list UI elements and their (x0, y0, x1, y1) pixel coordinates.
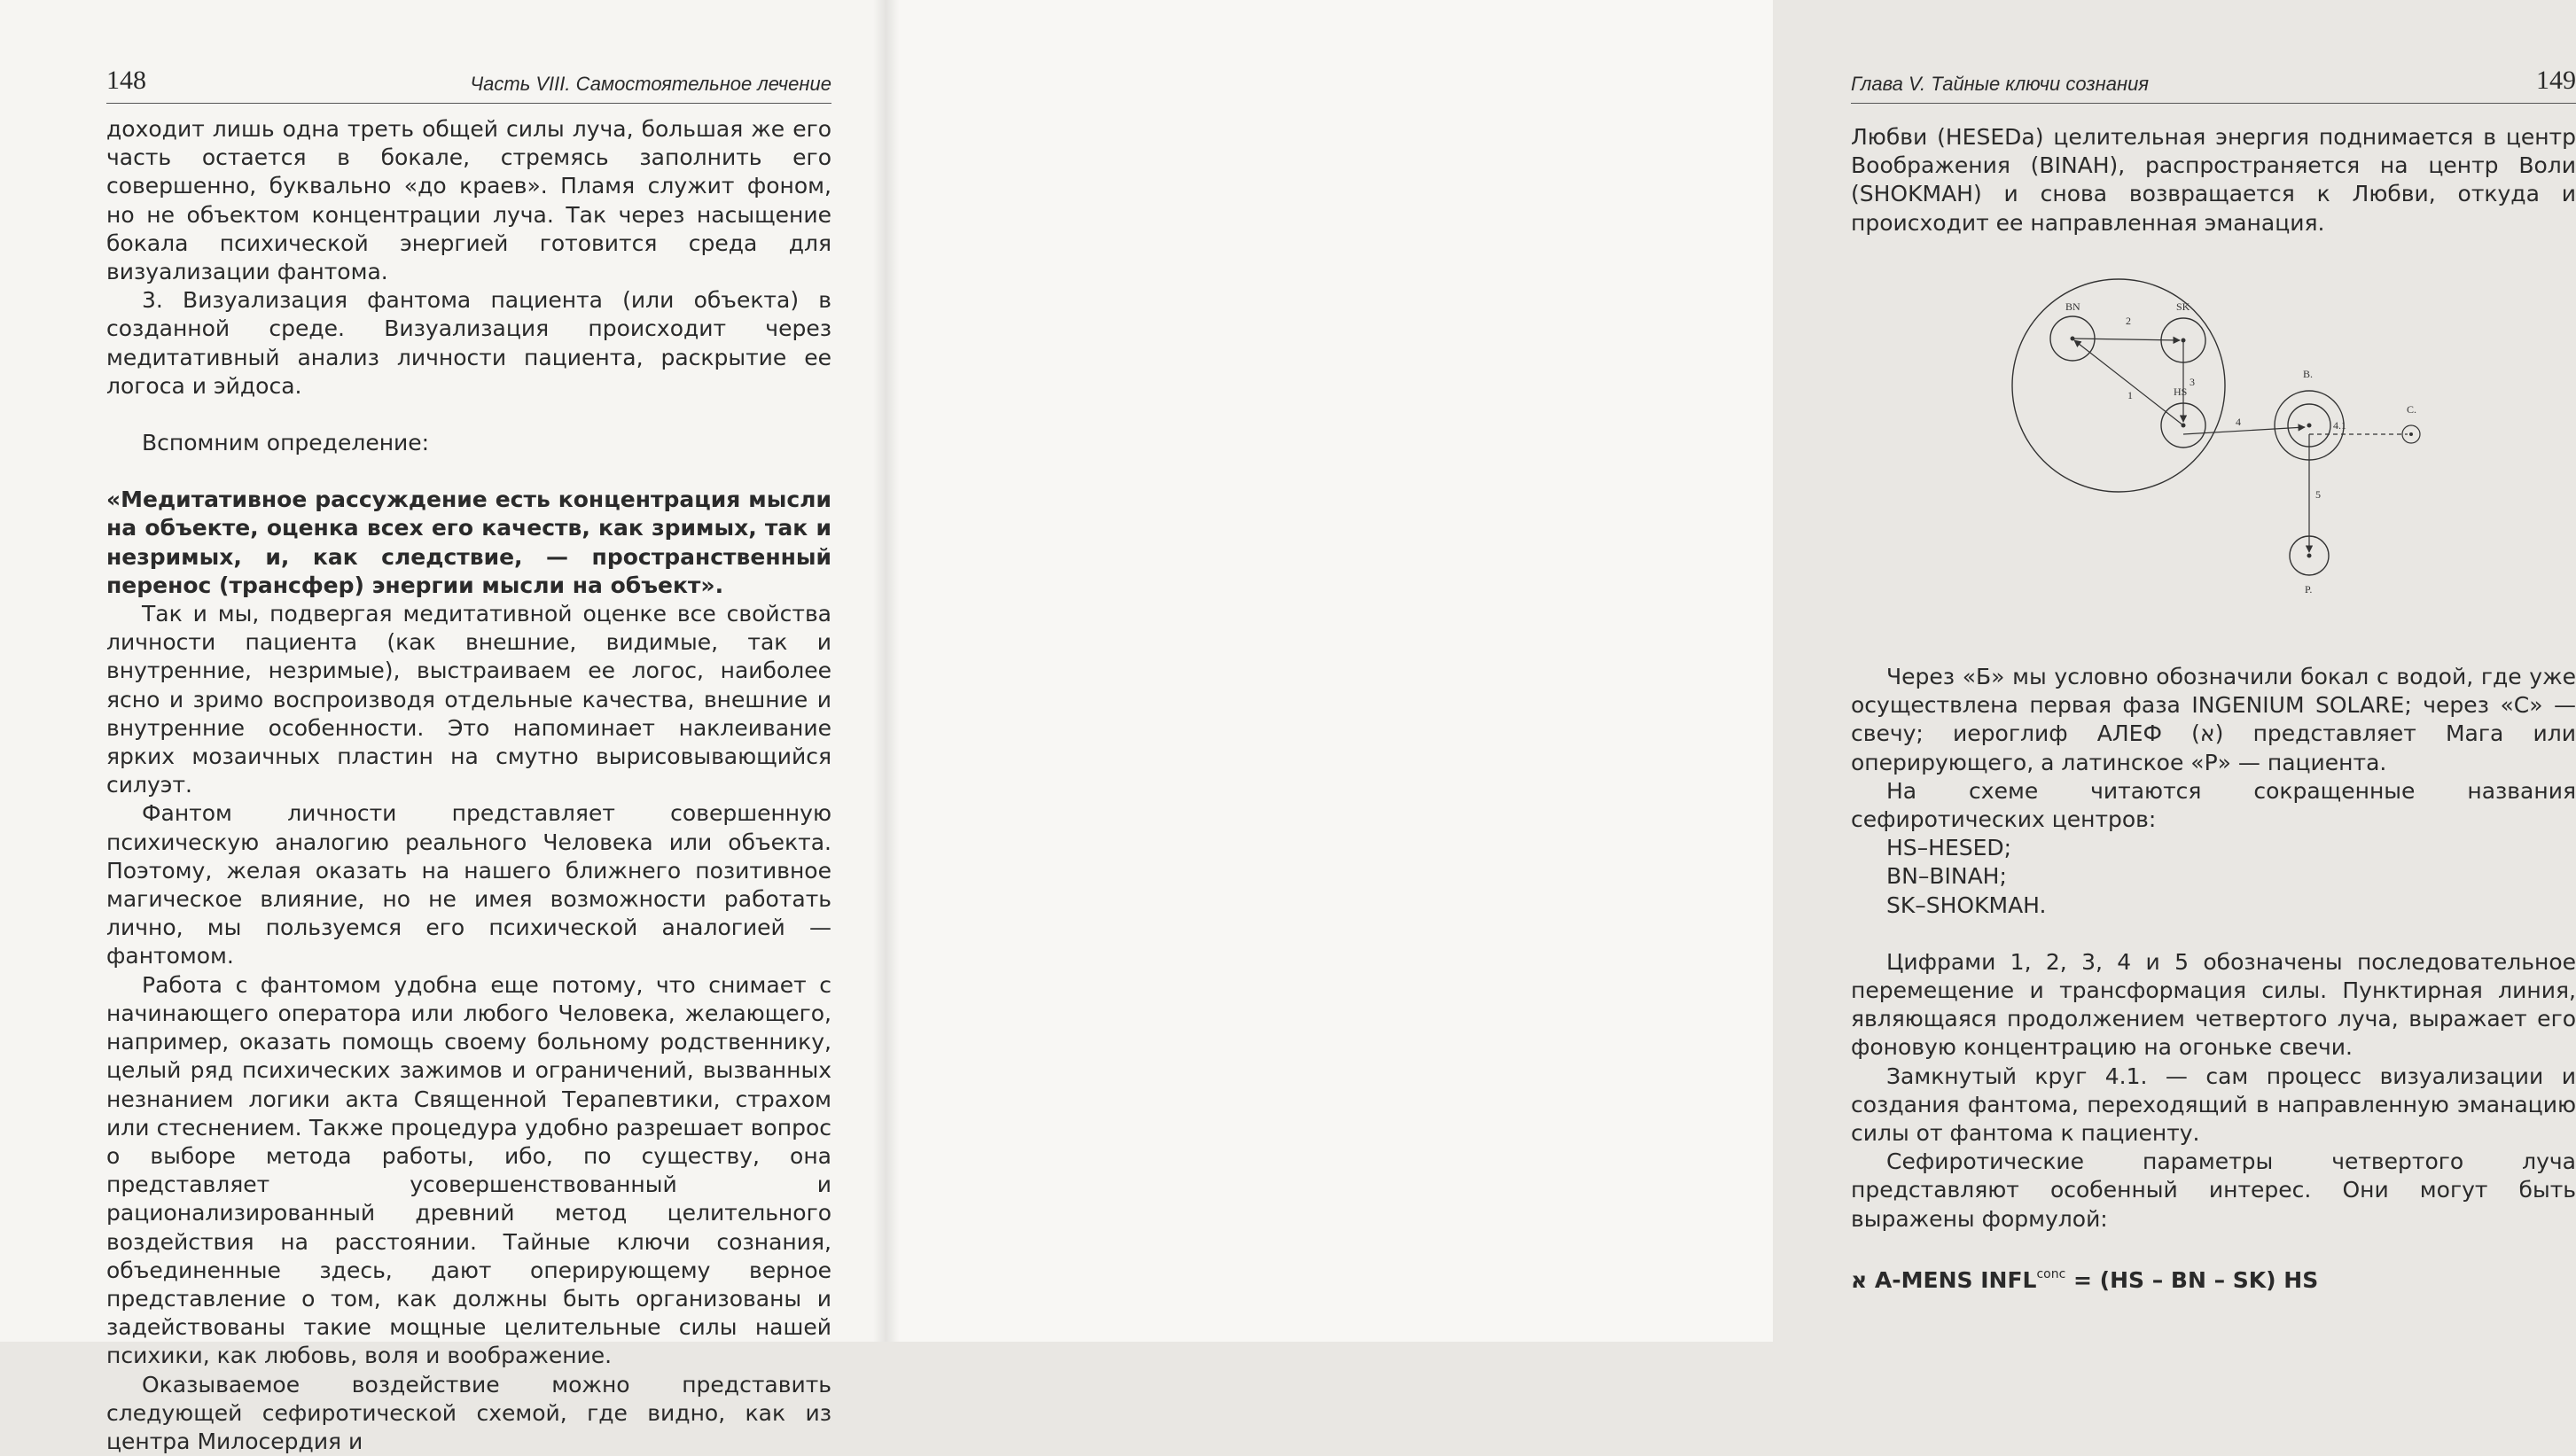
right-page (886, 0, 2576, 1342)
page-number: 149 (2536, 66, 2576, 95)
page-number: 148 (106, 66, 146, 95)
label-arrow-3: 3 (2190, 376, 2195, 388)
paragraph: Вспомним определение: (142, 430, 430, 456)
sephirotic-diagram (2003, 266, 2464, 620)
list-item: SK–SHOKMAH. (1886, 892, 2047, 918)
left-page-body (106, 115, 831, 1456)
arrow-4 (2183, 427, 2305, 434)
paragraph: Сефиротические параметры четвертого луча представляют особенный интерес. Они могут быть выражены формулой: (1851, 1148, 2576, 1232)
left-page (0, 0, 886, 1454)
label-arrow-41: 4.1 (2333, 419, 2346, 432)
label-hs: HS (2174, 385, 2188, 398)
paragraph: Фантом личности представляет совершенную психическую аналогию реального Человека или объекта. Поэтому, желая оказать на нашего ближнего позитивное магическое влияние, но не имея возможности работать лично, мы пользуемся его психической аналогией — фантомом. (106, 800, 831, 969)
paragraph: Так и мы, подвергая медитативной оценке все свойства личности пациента (как внешние, видимые, так и внутренние, незримые), выстраиваем ее логос, наиболее ясно и зримо воспроизводя отдельные качества, внешние и внутренние особенности. Это напоминает наклеивание ярких мозаичных пластин на смутно вырисовывающийся силуэт. (106, 601, 831, 798)
list-item: HS–HESED; (1886, 835, 2012, 861)
paragraph: Через «Б» мы условно обозначили бокал с водой, где уже осуществлена первая фаза INGENIUM SOLARE; через «С» — свечу; иероглиф АЛЕФ (א) представляет Мага или оперирующего, а латинское «Р» — пациента. (1851, 664, 2576, 775)
formula-superscript: conc (2036, 1266, 2066, 1281)
formula-prefix: א A-MENS INFL (1851, 1266, 2037, 1293)
running-title: Часть VIII. Самостоятельное лечение (470, 73, 831, 95)
label-p: P. (2305, 583, 2313, 596)
right-page-intro (1851, 123, 2576, 237)
paragraph: Замкнутый круг 4.1. — сам процесс визуализации и создания фантома, переходящий в направленную эманацию силы от фантома к пациенту. (1851, 1063, 2576, 1147)
label-bn: BN (2065, 300, 2080, 313)
right-page-body (1851, 663, 2576, 1295)
label-arrow-5: 5 (2315, 488, 2321, 501)
arrow-1 (2074, 340, 2183, 425)
paragraph: доходит лишь одна треть общей силы луча, большая же его часть остается в бокале, стремясь заполнить его совершенно, буквально «до краев». Пламя служит фоном, но не объектом концентрации луча. Так через насыщение бокала психической энергией готовится среда для визуализации фантома. (106, 116, 831, 285)
list-item: BN–BINAH; (1886, 863, 2007, 890)
running-title: Глава V. Тайные ключи сознания (1851, 73, 2150, 95)
b-dot (2307, 424, 2312, 428)
paragraph: Цифрами 1, 2, 3, 4 и 5 обозначены последовательное перемещение и трансформация силы. Пунктирная линия, являющаяся продолжением четвертого луча, выражает его фоновую концентрацию на огоньке свечи. (1851, 948, 2576, 1061)
arrow-2 (2073, 339, 2180, 340)
definition-quote: «Медитативное рассуждение есть концентрация мысли на объекте, оценка всех его качеств, как зримых, так и незримых, и, как следствие, — пространственный перенос (трансфер) энергии мысли на объект». (106, 487, 831, 598)
label-c: C. (2407, 403, 2417, 416)
label-arrow-1: 1 (2127, 389, 2133, 401)
book-gutter-shadow (873, 0, 900, 1342)
label-sk: SK (2176, 300, 2190, 313)
label-arrow-4: 4 (2236, 416, 2241, 428)
p-dot (2307, 554, 2312, 558)
c-dot (2409, 432, 2413, 436)
paragraph: 3. Визуализация фантома пациента (или объекта) в созданной среде. Визуализация происходит через медитативный анализ личности пациента, раскрытие ее логоса и эйдоса. (106, 287, 831, 399)
right-page-header (1851, 62, 2576, 104)
label-arrow-2: 2 (2126, 315, 2131, 327)
diagram-svg (2003, 266, 2464, 620)
paragraph: На схеме читаются сокращенные названия сефиротических центров: (1851, 777, 2576, 833)
formula (1851, 1260, 2576, 1295)
paragraph: Оказываемое воздействие можно представить следующей сефиротической схемой, где видно, как из центра Милосердия и (106, 1371, 831, 1454)
paragraph: Работа с фантомом удобна еще потому, что снимает с начинающего оператора или любого Человека, желающего, например, оказать помощь своему больному родственнику, целый ряд психических зажимов и ограничений, вызванных незнанием логики акта Священной Терапевтики, страхом или стеснением. Также процедура удобно разрешает вопрос о выборе метода работы, ибо, по существу, она представляет усовершенствованный и рационализированный древний метод целительного воздействия на расстоянии. Тайные ключи сознания, объединенные здесь, дают оперирующему верное представление о том, как должны быть организованы и задействованы такие мощные целительные силы нашей психики, как любовь, воля и воображение. (106, 971, 831, 1369)
formula-suffix: = (HS – BN – SK) HS (2065, 1266, 2319, 1293)
left-page-header (106, 62, 831, 104)
paragraph: Любви (HESEDa) целительная энергия поднимается в центр Воображения (BINAH), распространяется на центр Воли (SHOKMAH) и снова возвращается к Любви, откуда и происходит ее направленная эманация. (1851, 124, 2576, 236)
label-b: B. (2303, 368, 2314, 380)
